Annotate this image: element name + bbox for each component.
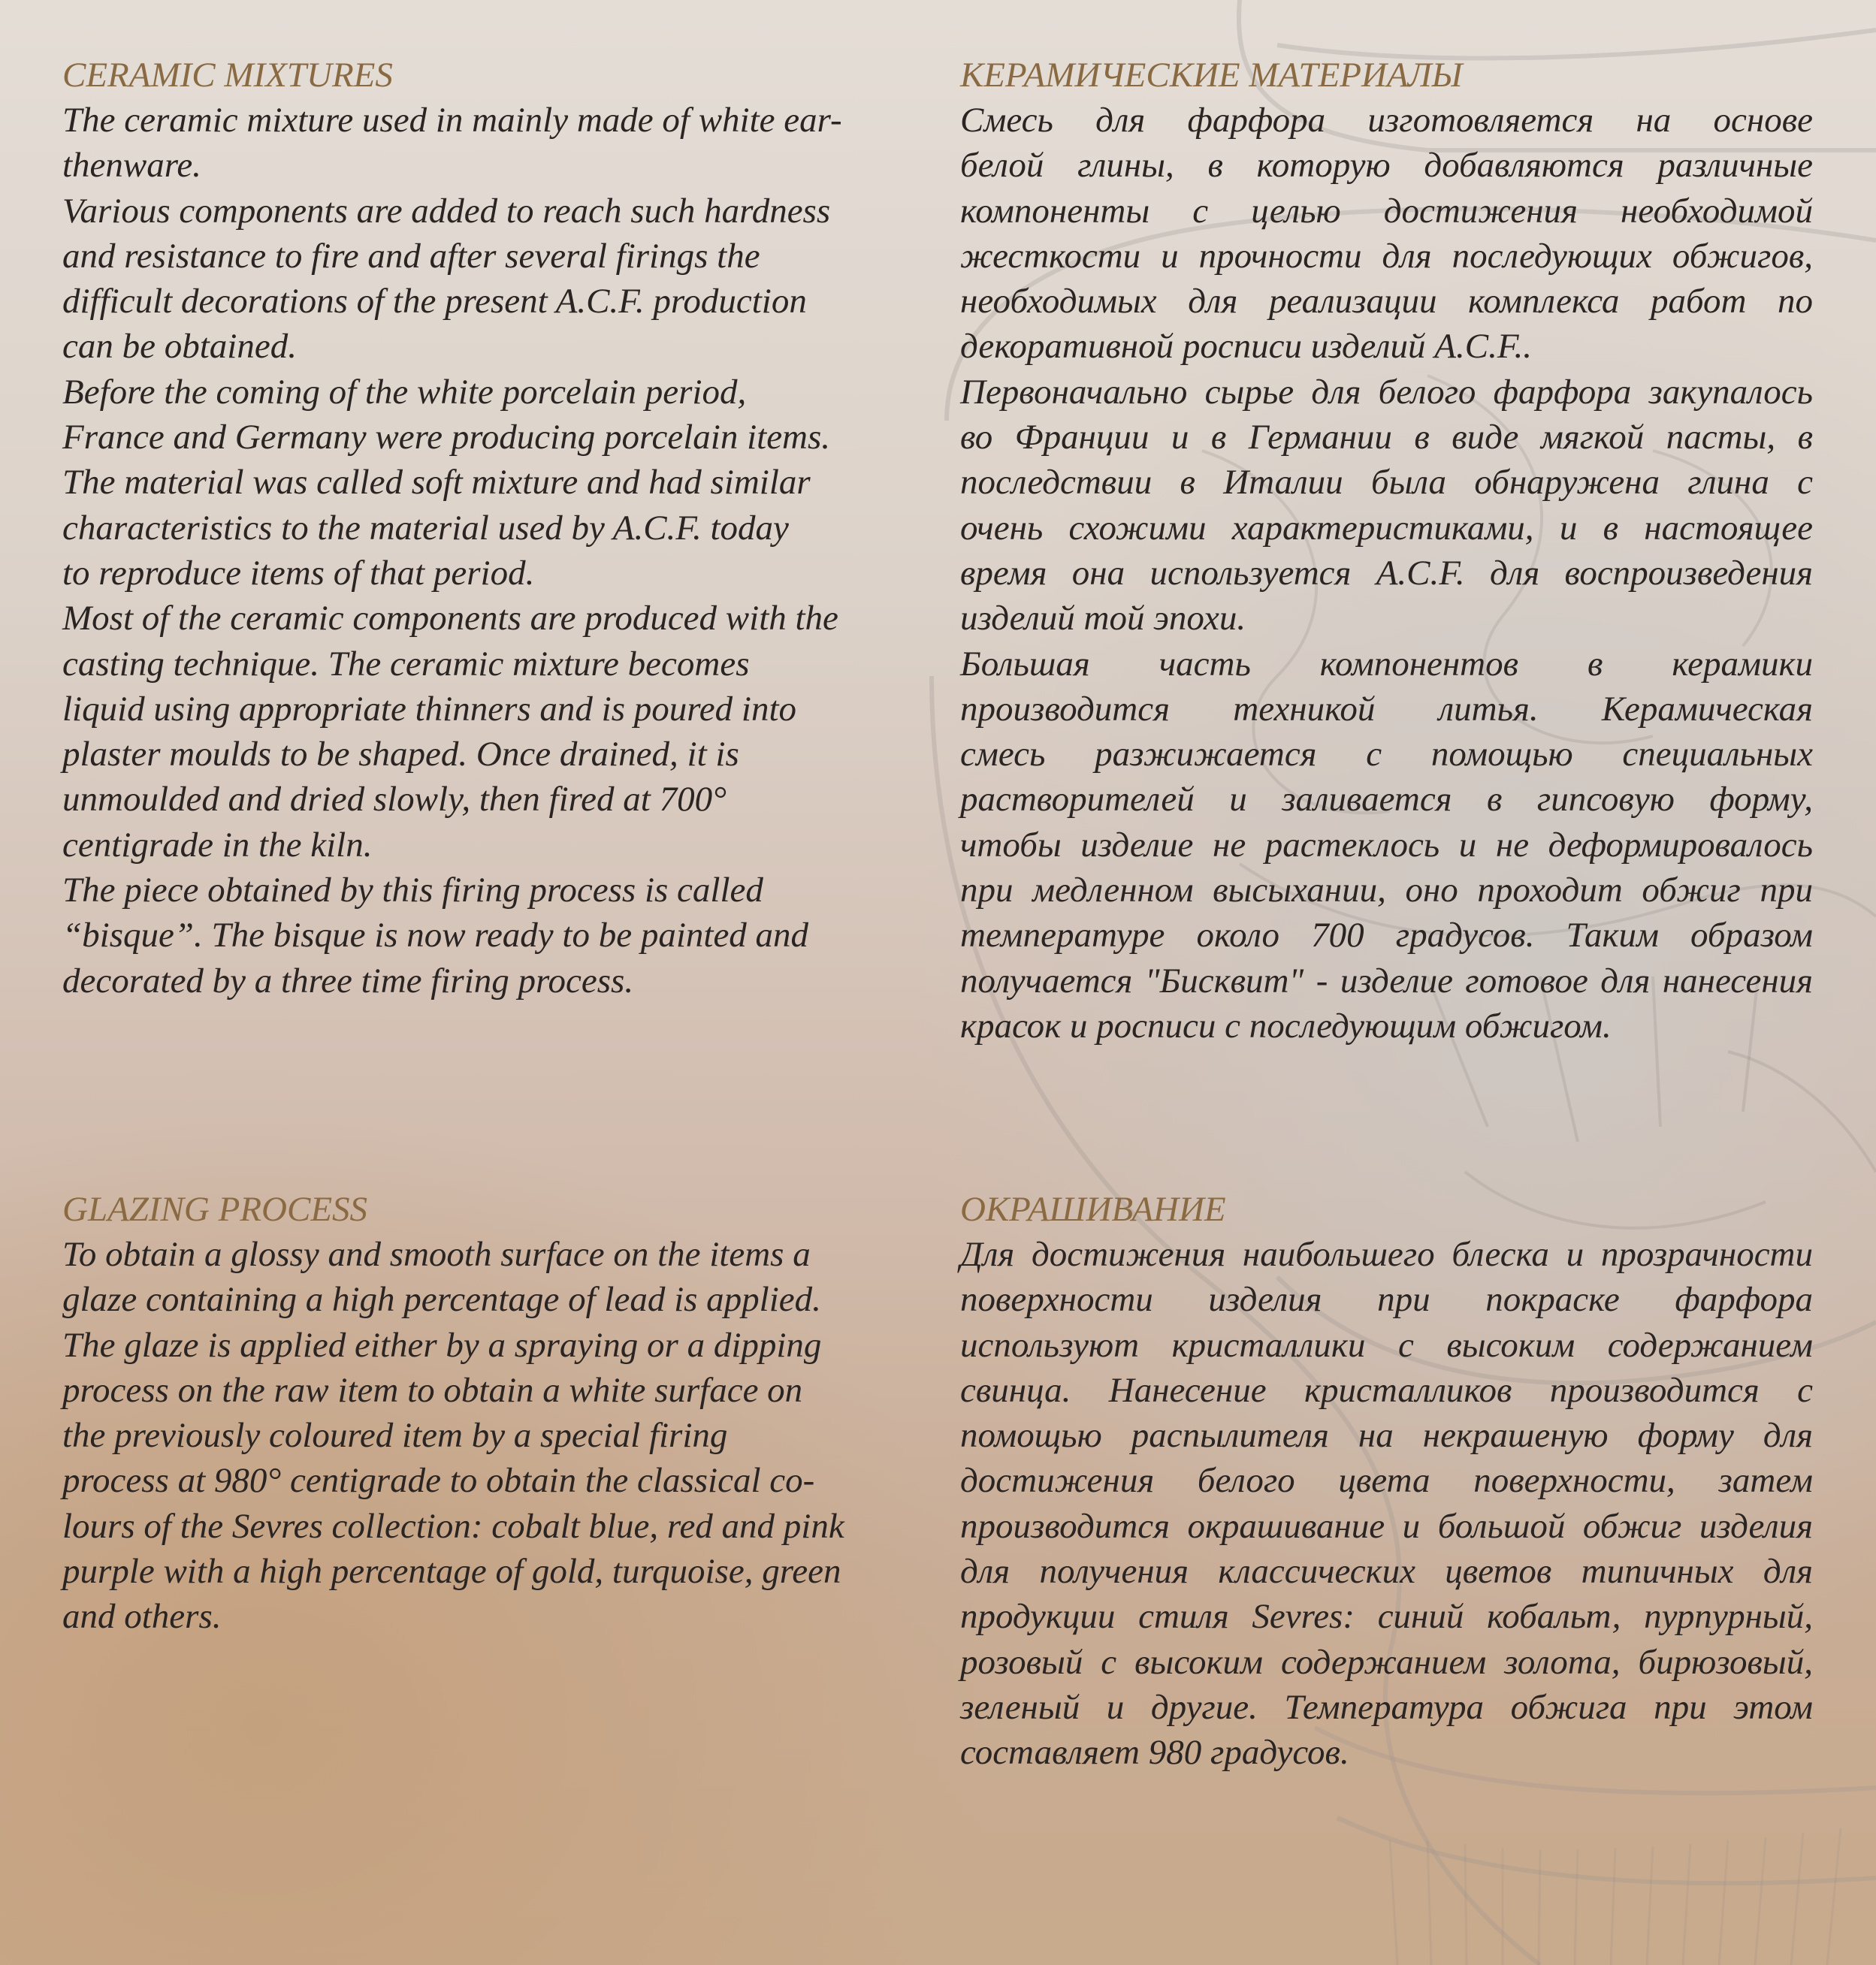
text-line: смесь разжижается с помощью специальных xyxy=(960,735,1813,774)
text-line: время она используется A.C.F. для воспроизведения xyxy=(960,553,1813,593)
text-line: для получения классических цветов типичных для xyxy=(960,1552,1813,1592)
text-line: при медленном высыхании, оно проходит обжиг при xyxy=(960,871,1813,910)
text-line: Most of the ceramic components are produced with the xyxy=(62,599,838,638)
text-line: liquid using appropriate thinners and is poured into xyxy=(62,689,797,729)
text-line: производится техникой литья. Керамическая xyxy=(960,689,1813,729)
text-line: thenware. xyxy=(62,146,201,186)
glazing-process-en-section xyxy=(62,1187,904,1640)
text-line: жесткости и прочности для последующих обжигов, xyxy=(960,236,1813,276)
text-line: зеленый и другие. Температура обжига при этом xyxy=(960,1687,1813,1727)
text-line: декоративной росписи изделий A.C.F.. xyxy=(960,327,1532,367)
text-line: компоненты с целью достижения необходимой xyxy=(960,191,1813,231)
text-line: process at 980° centigrade to obtain the classical co- xyxy=(62,1461,815,1501)
ceramic-mixtures-en-section xyxy=(62,53,904,1004)
text-line: The glaze is applied either by a spraying or a dipping xyxy=(62,1325,822,1365)
text-line: purple with a high percentage of gold, turquoise, green xyxy=(62,1552,841,1592)
text-line: получается "Бисквит" - изделие готовое для нанесения xyxy=(960,961,1813,1001)
ceramic-materials-body xyxy=(960,98,1813,1049)
ceramic-materials-heading: КЕРАМИЧЕСКИЕ МАТЕРИАЛЫ xyxy=(960,56,1463,95)
ceramic-mixtures-body xyxy=(62,98,904,1004)
text-line: France and Germany were producing porcelain items. xyxy=(62,418,831,457)
text-line: красок и росписи с последующим обжигом. xyxy=(960,1006,1612,1046)
text-line: the previously coloured item by a special firing xyxy=(62,1416,728,1456)
text-line: difficult decorations of the present A.C.F. production xyxy=(62,282,807,321)
text-line: Various components are added to reach such hardness xyxy=(62,191,831,231)
glazing-process-ru-heading: ОКРАШИВАНИЕ xyxy=(960,1190,1226,1229)
text-line: casting technique. The ceramic mixture becomes xyxy=(62,644,750,684)
text-line: свинца. Нанесение кристалликов производится с xyxy=(960,1370,1813,1410)
text-line: Для достижения наибольшего блеска и прозрачности xyxy=(960,1235,1813,1274)
text-line: Большая часть компонентов в керамики xyxy=(960,644,1813,684)
text-line: производится окрашивание и большой обжиг изделия xyxy=(960,1506,1813,1546)
text-line: Before the coming of the white porcelain period, xyxy=(62,372,747,412)
text-line: and others. xyxy=(62,1597,222,1637)
text-line: белой глины, в которую добавляются различные xyxy=(960,146,1813,186)
text-line: последствии в Италии была обнаружена глина с xyxy=(960,463,1813,503)
glazing-process-ru-section xyxy=(960,1187,1813,1776)
text-line: изделий той эпохи. xyxy=(960,599,1246,638)
text-line: используют кристаллики с высоким содержанием xyxy=(960,1325,1813,1365)
text-line: characteristics to the material used by A.C.F. today xyxy=(62,508,789,548)
text-line: продукции стиля Sevres: синий кобальт, пурпурный, xyxy=(960,1597,1813,1637)
text-line: decorated by a three time firing process. xyxy=(62,961,634,1001)
text-line: unmoulded and dried slowly, then fired at 700° xyxy=(62,780,727,820)
glazing-process-body xyxy=(62,1232,904,1640)
text-line: температуре около 700 градусов. Таким образом xyxy=(960,916,1813,955)
text-line: Первоначально сырье для белого фарфора закупалось xyxy=(960,372,1813,412)
ceramic-materials-ru-section xyxy=(960,53,1813,1049)
glazing-process-heading: GLAZING PROCESS xyxy=(62,1190,368,1229)
text-line: centigrade in the kiln. xyxy=(62,825,373,865)
text-line: can be obtained. xyxy=(62,327,297,367)
text-line: The ceramic mixture used in mainly made of white ear- xyxy=(62,101,842,140)
text-line: растворителей и заливается в гипсовую форму, xyxy=(960,780,1813,820)
text-line: необходимых для реализации комплекса работ по xyxy=(960,282,1813,321)
text-line: во Франции и в Германии в виде мягкой пасты, в xyxy=(960,418,1813,457)
text-line: помощью распылителя на некрашеную форму для xyxy=(960,1416,1813,1456)
text-line: розовый с высоким содержанием золота, бирюзовый, xyxy=(960,1642,1813,1682)
text-line: достижения белого цвета поверхности, затем xyxy=(960,1461,1813,1501)
text-line: and resistance to fire and after several firings the xyxy=(62,236,760,276)
text-line: lours of the Sevres collection: cobalt blue, red and pink xyxy=(62,1506,844,1546)
text-line: поверхности изделия при покраске фарфора xyxy=(960,1280,1813,1320)
text-line: составляет 980 градусов. xyxy=(960,1733,1349,1773)
text-line: The material was called soft mixture and had similar xyxy=(62,463,811,503)
text-line: to reproduce items of that period. xyxy=(62,553,535,593)
text-line: Смесь для фарфора изготовляется на основе xyxy=(960,101,1813,140)
text-line: plaster moulds to be shaped. Once drained, it is xyxy=(62,735,739,774)
glazing-process-ru-body xyxy=(960,1232,1813,1776)
text-line: glaze containing a high percentage of lead is applied. xyxy=(62,1280,821,1320)
text-line: “bisque”. The bisque is now ready to be painted and xyxy=(62,916,809,955)
text-line: To obtain a glossy and smooth surface on the items a xyxy=(62,1235,811,1274)
text-line: process on the raw item to obtain a white surface on xyxy=(62,1370,803,1410)
ceramic-mixtures-heading: CERAMIC MIXTURES xyxy=(62,56,393,95)
text-line: очень схожими характеристиками, и в настоящее xyxy=(960,508,1813,548)
text-line: The piece obtained by this firing process is called xyxy=(62,871,763,910)
text-line: чтобы изделие не растеклось и не деформировалось xyxy=(960,825,1813,865)
